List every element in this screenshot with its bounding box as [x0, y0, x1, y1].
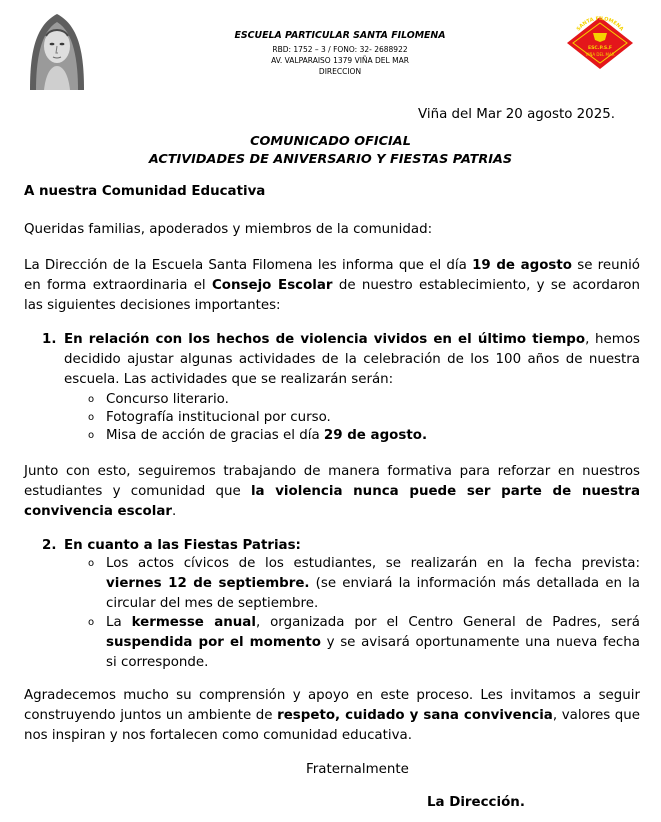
sub-bullet-2: o Fotografía institucional por curso.: [88, 408, 640, 428]
emblem-top-text: SANTA FILOMENA: [575, 16, 625, 33]
sub-bullet-3: o Misa de acción de gracias el día 29 de agosto.: [88, 426, 640, 446]
date-line: Viña del Mar 20 agosto 2025.: [418, 107, 615, 122]
sub-bullet-1: o Concurso literario.: [88, 390, 640, 410]
sub-bullet-kermesse: o La kermesse anual, organizada por el Centro General de Padres, será suspendida por el momento y se avisará oportunamente una nueva fecha si corresponde.: [88, 615, 640, 670]
closing-salutation: Fraternalmente: [306, 762, 409, 777]
signature: La Dirección.: [427, 795, 525, 810]
bullet-marker: o: [88, 430, 95, 441]
saint-portrait-image: [24, 6, 90, 90]
greeting: Queridas familias, apoderados y miembros de la comunidad:: [24, 222, 433, 237]
bullet-marker: o: [88, 558, 95, 569]
list-item-2: 2. En cuanto a las Fiestas Patrias:: [42, 536, 640, 556]
list-number: 2.: [42, 538, 57, 553]
emblem-bottom-text: VIÑA DEL MAR: [585, 52, 615, 57]
sub-bullet-civic-acts: o Los actos cívicos de los estudiantes, se realizarán en la fecha prevista: viernes 12 de septiembre. (se enviará la información más detallada en la circular del mes de septiembre.: [88, 556, 640, 611]
formative-paragraph: Junto con esto, seguiremos trabajando de manera formativa para reforzar en nuestros estudiantes y comunidad que la violencia nunca puede ser parte de nuestra convivencia escolar.: [24, 464, 640, 519]
emblem-diamond: [567, 17, 633, 69]
thanks-paragraph: Agradecemos mucho su comprensión y apoyo en este proceso. Les invitamos a seguir construyendo juntos un ambiente de respeto, cuidado y sana convivencia, valores que nos inspiran y nos fortalecen como comunidad educativa.: [24, 688, 640, 743]
intro-paragraph: La Dirección de la Escuela Santa Filomena les informa que el día 19 de agosto se reunió en forma extraordinaria el Consejo Escolar de nuestro establecimiento, y se acordaron las siguientes decisiones importantes:: [24, 258, 640, 313]
rbd-phone: RBD: 1752 – 3 / FONO: 32- 2688922: [272, 45, 408, 54]
school-address: AV. VALPARAISO 1379 VIÑA DEL MAR: [271, 56, 409, 65]
department-label: DIRECCION: [318, 67, 362, 76]
title-line-2: ACTIVIDADES DE ANIVERSARIO Y FIESTAS PATRIAS: [148, 152, 513, 167]
bullet-marker: o: [88, 617, 95, 628]
list-number: 1.: [42, 332, 57, 347]
bullet-marker: o: [88, 412, 95, 423]
bullet-marker: o: [88, 394, 95, 405]
emblem-mid-text: ESC.P.S.F: [587, 46, 613, 51]
addressee: A nuestra Comunidad Educativa: [24, 184, 266, 199]
title-line-1: COMUNICADO OFICIAL: [250, 134, 411, 149]
list-item-1: 1. En relación con los hechos de violencia vividos en el último tiempo, hemos decidido ajustar algunas actividades de la celebración de los 100 años de nuestra escuela. Las actividades que se realizarán serán:: [42, 332, 640, 387]
school-emblem-logo: [566, 16, 634, 70]
school-name: ESCUELA PARTICULAR SANTA FILOMENA: [234, 30, 446, 41]
